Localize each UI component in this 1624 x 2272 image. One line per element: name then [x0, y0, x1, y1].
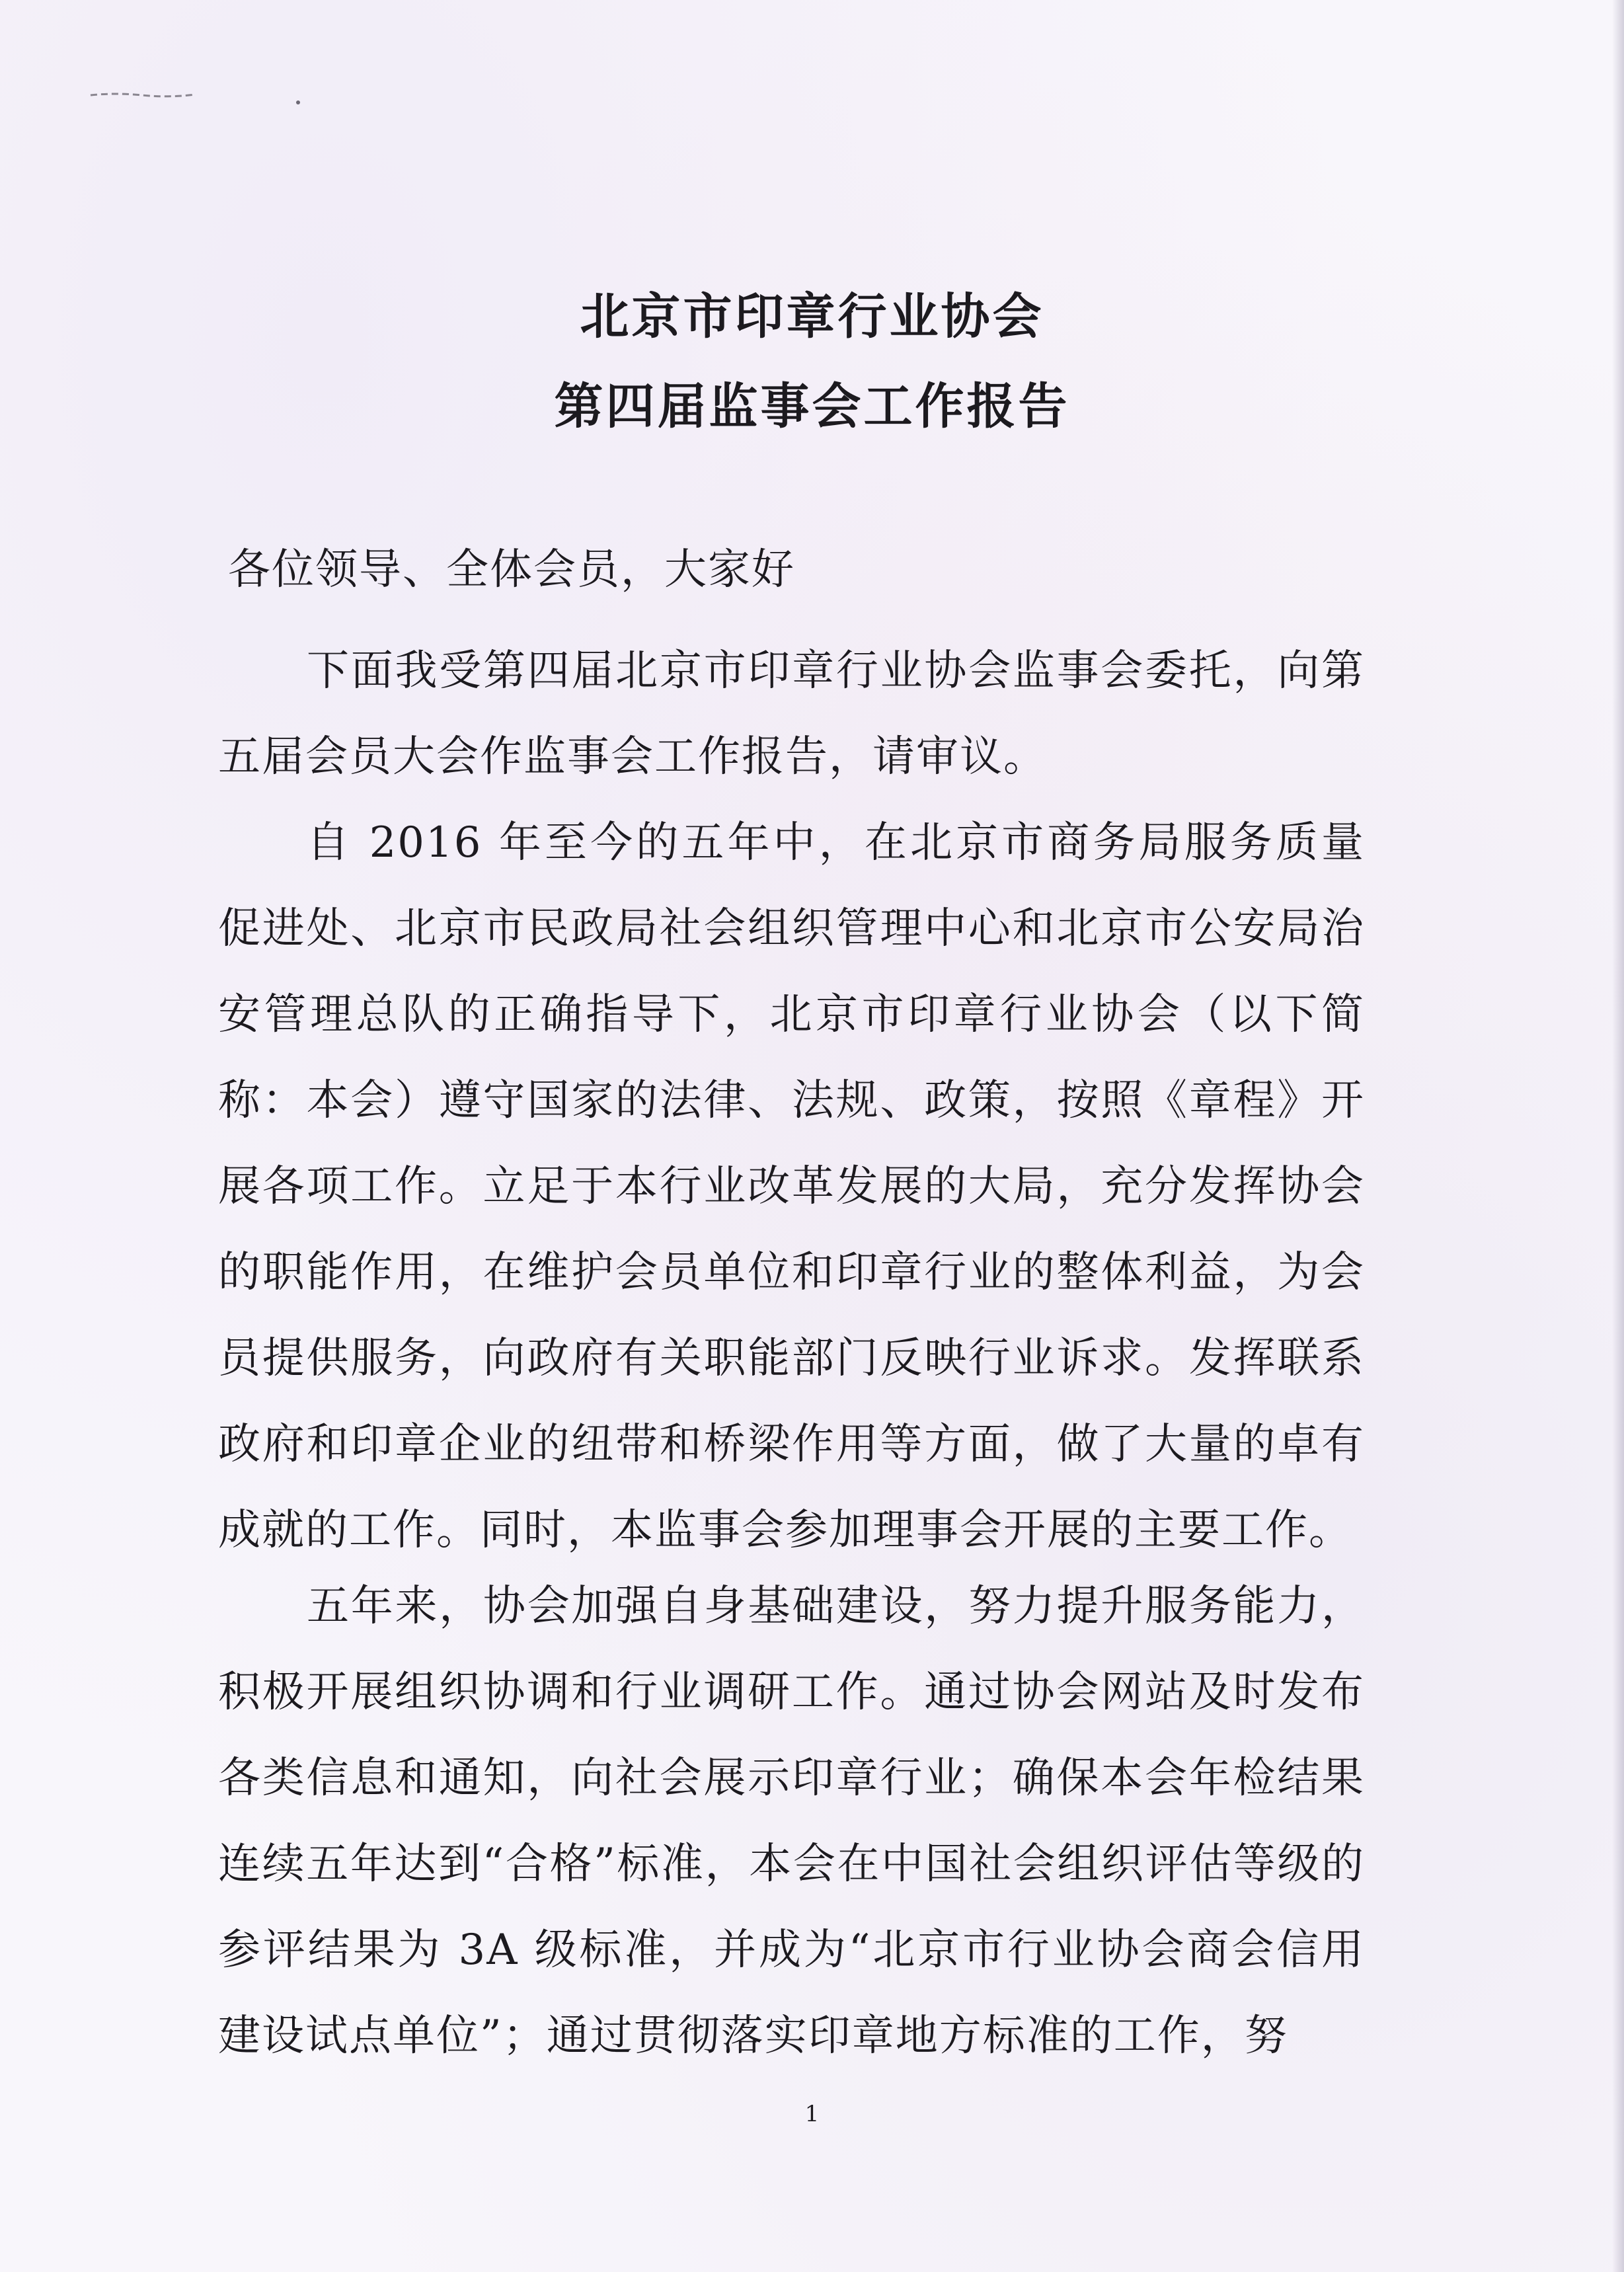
paragraph: 五年来，协会加强自身基础建设，努力提升服务能力，积极开展组织协调和行业调研工作。通过协会网站及时发布各类信息和通知，向社会展示印章行业；确保本会年检结果连续五年达到“合格”标准，本会在中国社会组织评估等级的参评结果为 3A 级标准，并成为“北京市行业协会商会信用建设试点单位”；通过贯彻落实印章地方标准的工作，努 [218, 1582, 1365, 2060]
scan-mark [89, 91, 198, 98]
greeting: 各位领导、全体会员，大家好 [228, 545, 795, 594]
document-title: 北京市印章行业协会 [580, 288, 1044, 345]
scan-speck [296, 100, 300, 104]
paragraph: 自 2016 年至今的五年中，在北京市商务局服务质量促进处、北京市民政局社会组织管理中心和北京市公安局治安管理总队的正确指导下，北京市印章行业协会（以下简称：本会）遵守国家的法律、法规、政策，按照《章程》开展各项工作。立足于本行业改革发展的大局，充分发挥协会的职能作用，在维护会员单位和印章行业的整体利益，为会员提供服务，向政府有关职能部门反映行业诉求。发挥联系政府和印章企业的纽带和桥梁作用等方面，做了大量的卓有成就的工作。同时，本监事会参加理事会开展的主要工作。 [218, 818, 1365, 1555]
paragraph: 下面我受第四届北京市印章行业协会监事会委托，向第五届会员大会作监事会工作报告，请审议。 [218, 646, 1365, 781]
document-subtitle: 第四届监事会工作报告 [554, 378, 1070, 435]
page-number: 1 [804, 2101, 820, 2127]
